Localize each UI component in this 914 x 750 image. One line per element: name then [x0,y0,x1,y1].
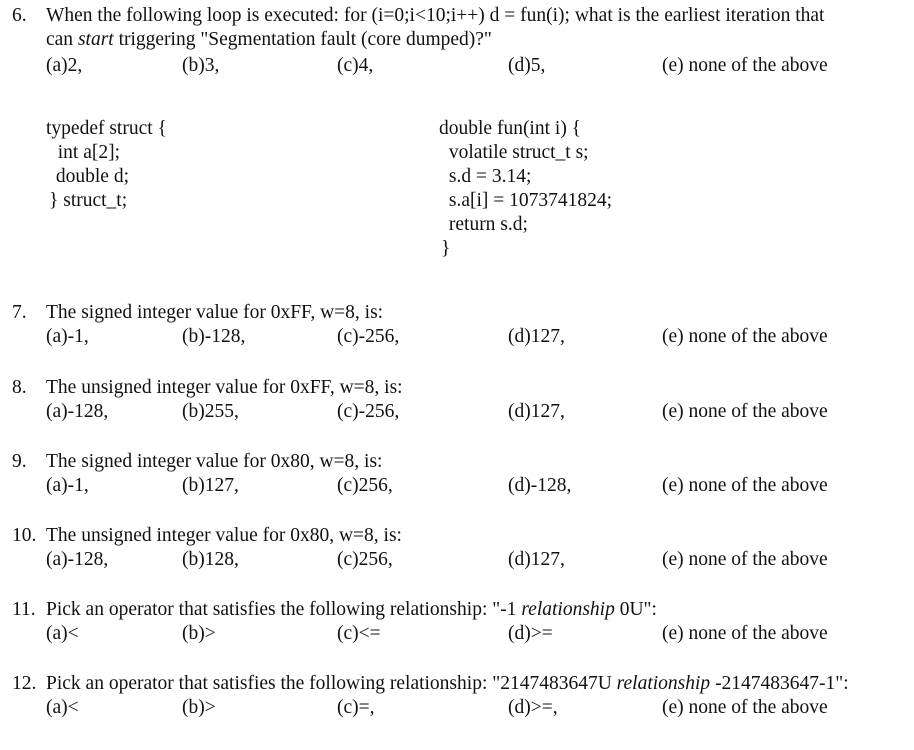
option-a: (a)-128, [46,549,109,570]
code-line: return s.d; [444,214,528,235]
option-b: (b)> [182,697,216,718]
question-stem: Pick an operator that satisfies the following relationship: "-1 relationship 0U": [46,599,657,620]
question-stem: The signed integer value for 0xFF, w=8, is: [46,302,384,323]
code-line: } struct_t; [49,190,128,211]
option-d: (d)5, [508,55,546,76]
question-stem: The signed integer value for 0x80, w=8, is: [46,451,383,472]
question-number: 7. [12,302,27,323]
question-number: 8. [12,377,27,398]
code-line: typedef struct { [46,118,167,139]
option-d: (d)127, [508,549,565,570]
code-line: double d; [51,166,129,187]
option-c: (c)=, [337,697,375,718]
question-number: 6. [12,5,27,26]
option-b: (b)255, [182,401,239,422]
option-c: (c)256, [337,475,393,496]
question-stem: The unsigned integer value for 0x80, w=8, is: [46,525,402,546]
option-b: (b)127, [182,475,239,496]
option-a: (a)-1, [46,475,89,496]
option-c: (c)<= [337,623,381,644]
question-number: 9. [12,451,27,472]
option-d: (d)>= [508,623,553,644]
question-number: 10. [12,525,37,546]
code-line: volatile struct_t s; [444,142,589,163]
option-d: (d)-128, [508,475,572,496]
question-stem-line-2: can start triggering "Segmentation fault (core dumped)?" [46,29,492,50]
option-d: (d)127, [508,326,565,347]
option-a: (a)< [46,697,79,718]
question-stem-line-1: When the following loop is executed: for (i=0;i<10;i++) d = fun(i); what is the earliest iteration that [46,5,825,26]
option-a: (a)-128, [46,401,109,422]
code-line: int a[2]; [48,142,121,163]
option-e: (e) none of the above [662,401,828,422]
option-a: (a)-1, [46,326,89,347]
option-c: (c)-256, [337,401,400,422]
code-block-fun [439,117,613,261]
code-line: s.d = 3.14; [444,166,532,187]
option-c: (c)4, [337,55,374,76]
question-number: 11. [12,599,36,620]
code-line: s.a[i] = 1073741824; [444,190,613,211]
option-e: (e) none of the above [662,326,828,347]
option-e: (e) none of the above [662,549,828,570]
question-stem: The unsigned integer value for 0xFF, w=8, is: [46,377,403,398]
question-number: 12. [12,673,37,694]
code-line: double fun(int i) { [439,118,582,139]
option-b: (b)> [182,623,216,644]
option-b: (b)-128, [182,326,246,347]
option-c: (c)-256, [337,326,400,347]
option-d: (d)127, [508,401,565,422]
option-b: (b)3, [182,55,220,76]
option-e: (e) none of the above [662,623,828,644]
code-line: } [441,238,451,259]
option-e: (e) none of the above [662,55,828,76]
option-e: (e) none of the above [662,697,828,718]
option-e: (e) none of the above [662,475,828,496]
question-stem: Pick an operator that satisfies the following relationship: "2147483647U relationship -2147483647-1": [46,673,849,694]
option-a: (a)2, [46,55,83,76]
option-d: (d)>=, [508,697,558,718]
option-c: (c)256, [337,549,393,570]
option-a: (a)< [46,623,79,644]
code-block-struct [46,117,167,213]
option-b: (b)128, [182,549,239,570]
